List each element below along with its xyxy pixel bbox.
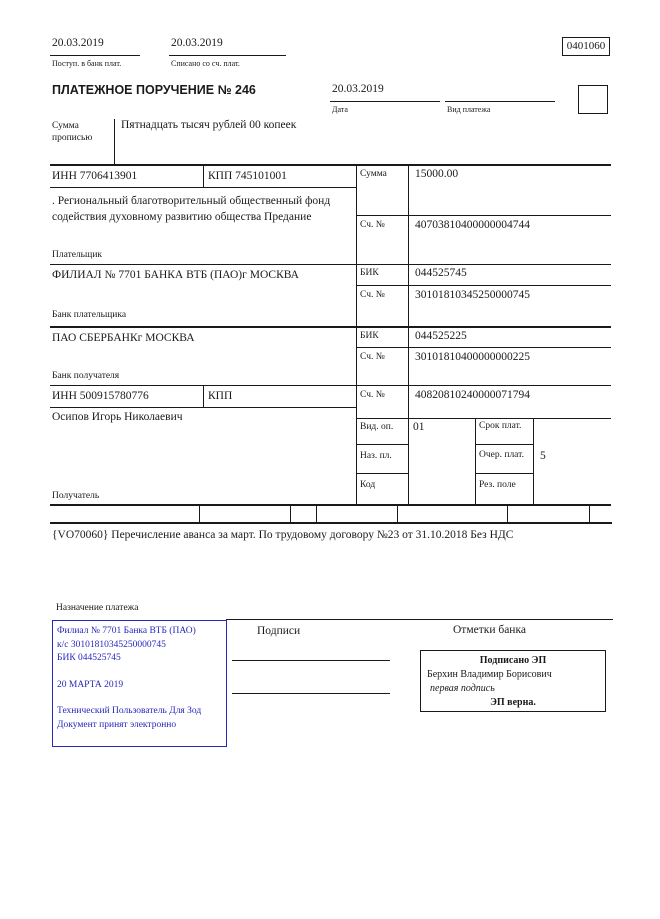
- payee-name: Осипов Игорь Николаевич: [52, 411, 183, 423]
- blue-stamp-bik: БИК 044525745: [57, 653, 121, 663]
- payment-kind-checkbox: [578, 85, 608, 114]
- sum-row-underline: [356, 215, 611, 216]
- subtable-divider-1: [475, 418, 476, 505]
- payment-kind-underline: [445, 101, 555, 102]
- fields-row-divider-3: [316, 506, 317, 522]
- signatures-label: Подписи: [257, 625, 301, 637]
- op-kind-value: 01: [413, 421, 425, 433]
- blue-bank-stamp-box: [52, 620, 227, 747]
- inn-kpp-divider-payer: [203, 164, 204, 187]
- payee-bank-bik-underline: [356, 347, 611, 348]
- fields-row-bottom-border: [50, 522, 612, 524]
- debited-date-underline: [169, 55, 286, 56]
- op-kind-underline: [356, 444, 408, 445]
- table-bottom-border: [50, 504, 611, 506]
- payer-bank-section-label: Банк плательщика: [52, 310, 127, 320]
- op-kind-label: Вид. оп.: [360, 422, 394, 432]
- payer-section-label: Плательщик: [52, 250, 103, 260]
- code-label: Код: [360, 480, 376, 490]
- stamp-signature-kind: первая подпись: [430, 683, 495, 694]
- payer-bank-bik-underline: [356, 285, 611, 286]
- priority-label: Очер. плат.: [479, 450, 524, 460]
- debited-date-label: Списано со сч. плат.: [171, 59, 240, 68]
- document-date: 20.03.2019: [332, 83, 384, 95]
- inn-row-underline-payee: [50, 407, 356, 408]
- payer-account-value: 40703810400000004744: [415, 219, 530, 231]
- payer-inn: ИНН 7706413901: [52, 170, 138, 182]
- form-code: 0401060: [566, 40, 606, 52]
- payer-section-underline: [50, 264, 611, 265]
- payee-inn: ИНН 500915780776: [52, 390, 149, 402]
- form-code-box: [562, 37, 610, 56]
- payer-bank-bik-value: 044525745: [415, 267, 467, 279]
- sum-value: 15000.00: [415, 168, 459, 180]
- payer-account-label: Сч. №: [360, 220, 385, 230]
- payment-kind-label: Вид платежа: [447, 105, 491, 114]
- fields-row-divider-1: [199, 506, 200, 522]
- date-label: Дата: [332, 105, 348, 114]
- payee-account-label: Сч. №: [360, 390, 385, 400]
- stamp-signed-label: Подписано ЭП: [479, 655, 547, 666]
- payee-section-label: Получатель: [52, 491, 100, 501]
- purpose-label: Назначение платежа: [56, 603, 139, 613]
- signature-line-1: [232, 660, 390, 661]
- payee-bank-bik-label: БИК: [360, 331, 379, 341]
- signature-line-2: [232, 693, 390, 694]
- date-underline: [330, 101, 440, 102]
- fields-row-divider-5: [507, 506, 508, 522]
- fields-row-divider-6: [589, 506, 590, 522]
- fields-row-divider-2: [290, 506, 291, 522]
- amount-words-divider: [114, 119, 115, 165]
- document-title: ПЛАТЕЖНОЕ ПОРУЧЕНИЕ № 246: [52, 83, 256, 97]
- payee-account-underline: [356, 418, 611, 419]
- payer-bank-bik-label: БИК: [360, 268, 379, 278]
- payer-bank-account-label: Сч. №: [360, 290, 385, 300]
- stamp-valid-label: ЭП верна.: [490, 697, 536, 708]
- reserve-label: Рез. поле: [479, 480, 516, 490]
- sum-label: Сумма: [360, 169, 387, 179]
- footer-top-line: [226, 619, 613, 620]
- payer-bank-account-value: 30101810345250000745: [415, 289, 530, 301]
- blue-stamp-branch: Филиал № 7701 Банка ВТБ (ПАО): [57, 626, 196, 636]
- debited-date: 20.03.2019: [171, 37, 223, 49]
- blue-stamp-user: Технический Пользователь Для Зод: [57, 706, 202, 716]
- term-underline: [475, 444, 533, 445]
- purpose-text: {VO70060} Перечисление аванса за март. По трудовому договору №23 от 31.10.2018 Без НДС: [52, 529, 514, 541]
- payee-bank-bik-value: 044525225: [415, 330, 467, 342]
- amount-words-value: Пятнадцать тысяч рублей 00 копеек: [121, 119, 297, 131]
- table-top-border: [50, 164, 611, 166]
- subtable-divider-2: [533, 418, 534, 505]
- purpose-code-underline: [356, 473, 408, 474]
- payee-bank-name: ПАО СБЕРБАНКг МОСКВА: [52, 332, 195, 344]
- blue-stamp-corr-account: к/с 30101810345250000745: [57, 639, 166, 650]
- payer-kpp: КПП 745101001: [208, 170, 287, 182]
- bank-stamp-box: [420, 650, 606, 712]
- received-date-underline: [50, 55, 140, 56]
- payer-name: . Региональный благотворительный общественный фонд содействия духовному развитию общества Предание: [52, 195, 331, 223]
- amount-words-label: Сумма прописью: [52, 121, 93, 143]
- payee-bank-section-label: Банк получателя: [52, 371, 120, 381]
- inn-kpp-divider-payee: [203, 385, 204, 407]
- received-date: 20.03.2019: [52, 37, 104, 49]
- stamp-signer-name: Берхин Владимир Борисович: [427, 669, 552, 680]
- received-date-label: Поступ. в банк плат.: [52, 59, 122, 68]
- payee-bank-section-underline: [50, 385, 611, 386]
- term-label: Срок плат.: [479, 421, 522, 431]
- payee-kpp-label: КПП: [208, 390, 233, 402]
- payer-bank-section-underline: [50, 326, 611, 328]
- payer-bank-name: ФИЛИАЛ № 7701 БАНКА ВТБ (ПАО)г МОСКВА: [52, 269, 299, 281]
- blue-stamp-date: 20 МАРТА 2019: [57, 679, 124, 690]
- purpose-code-label: Наз. пл.: [360, 451, 392, 461]
- priority-value: 5: [540, 450, 546, 462]
- payee-account-value: 40820810240000071794: [415, 389, 530, 401]
- bank-marks-label: Отметки банка: [453, 624, 526, 636]
- inn-row-underline-payer: [50, 187, 356, 188]
- blue-stamp-accepted: Документ принят электронно: [57, 719, 177, 730]
- payee-bank-account-label: Сч. №: [360, 352, 385, 362]
- priority-underline: [475, 473, 533, 474]
- fields-row-divider-4: [397, 506, 398, 522]
- payee-bank-account-value: 30101810400000000225: [415, 351, 530, 363]
